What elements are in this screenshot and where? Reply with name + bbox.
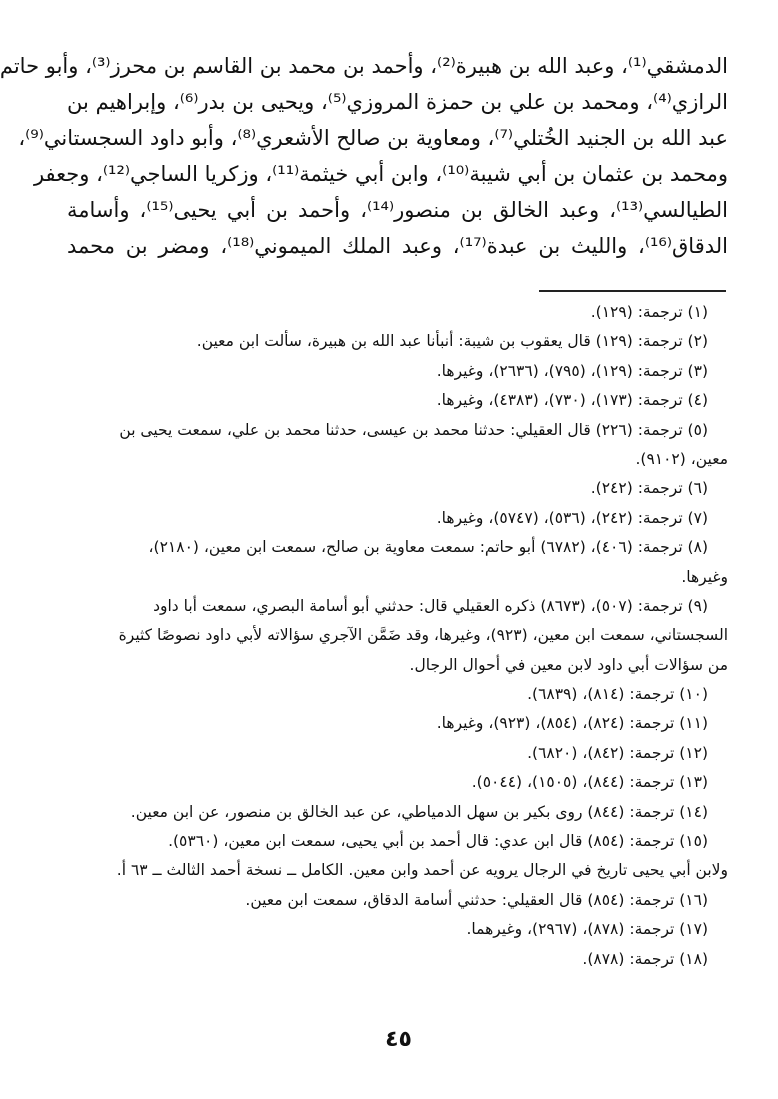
footnote-line: (١٥) ترجمة: (٨٥٤) قال ابن عدي: قال أحمد بن أبي يحيى، سمعت ابن معين، (٥٣٦٠).: [168, 832, 708, 851]
main-text-line: عبد الله بن الجنيد الخُتلي⁽⁷⁾، ومعاوية بن صالح الأشعري⁽⁸⁾، وأبو داود السجستاني⁽⁹⁾،: [18, 126, 728, 150]
footnote-line: (١) ترجمة: (١٢٩).: [590, 303, 708, 321]
footnote-line: (١٣) ترجمة: (٨٤٤)، (١٥٠٥)، (٥٠٤٤).: [471, 773, 708, 792]
footnote-line: (١١) ترجمة: (٨٢٤)، (٨٥٤)، (٩٢٣)، وغيرها.: [436, 714, 708, 733]
footnote-line: (٣) ترجمة: (١٢٩)، (٧٩٥)، (٢٦٣٦)، وغيرها.: [436, 361, 708, 380]
main-text-block: [0, 48, 728, 264]
page-number: ٤٥: [385, 1027, 412, 1052]
footnote-line: السجستاني، سمعت ابن معين، (٩٢٣)، وغيرها، وقد ضَمَّن الآجري سؤالاته لأبي داود نصوصًا كثيرة: [118, 626, 728, 645]
main-text-line: الدقاق⁽¹⁶⁾، والليث بن عبدة⁽¹⁷⁾، وعبد الملك الميموني⁽¹⁸⁾، ومضر بن محمد: [67, 234, 728, 258]
footnote-line: (٤) ترجمة: (١٧٣)، (٧٣٠)، (٤٣٨٣)، وغيرها.: [436, 391, 708, 410]
footnote-line: (٩) ترجمة: (٥٠٧)، (٨٦٧٣) ذكره العقيلي قال: حدثني أبو أسامة البصري، سمعت أبا داود: [153, 596, 708, 615]
footnote-line: (٦) ترجمة: (٢٤٢).: [590, 479, 708, 498]
footnote-line: ولابن أبي يحيى تاريخ في الرجال يرويه عن أحمد وابن معين. الكامل ــ نسخة أحمد الثالث ــ ٦٣ أ.: [116, 861, 728, 880]
footnote-line: من سؤالات أبي داود لابن معين في أحوال الرجال.: [409, 655, 728, 674]
footnote-line: (١٠) ترجمة: (٨١٤)، (٦٨٣٩).: [527, 685, 708, 704]
footnotes-block: [67, 298, 728, 974]
footnote-line: (٨) ترجمة: (٤٠٦)، (٦٧٨٢) أبو حاتم: سمعت معاوية بن صالح، سمعت ابن معين، (٢١٨٠)،: [148, 538, 708, 557]
footnote-line: (١٦) ترجمة: (٨٥٤) قال العقيلي: حدثني أسامة الدقاق، سمعت ابن معين.: [245, 890, 708, 909]
main-text-line: الطيالسي⁽¹³⁾، وعبد الخالق بن منصور⁽¹⁴⁾، وأحمد بن أبي يحيى⁽¹⁵⁾، وأسامة: [67, 198, 728, 222]
footnote-line: (٢) ترجمة: (١٢٩) قال يعقوب بن شيبة: أنبأنا عبد الله بن هبيرة، سألت ابن معين.: [196, 332, 708, 351]
footnote-line: (٥) ترجمة: (٢٢٦) قال العقيلي: حدثنا محمد بن عيسى، حدثنا محمد بن علي، سمعت يحيى بن: [119, 420, 708, 439]
footnote-line: وغيرها.: [681, 567, 728, 586]
main-text-line: الدمشقي⁽¹⁾، وعبد الله بن هبيرة⁽²⁾، وأحمد بن محمد بن القاسم بن محرز⁽³⁾، وأبو حاتم: [0, 54, 728, 78]
footnote-line: (١٤) ترجمة: (٨٤٤) روى بكير بن سهل الدمياطي، عن عبد الخالق بن منصور، عن ابن معين.: [130, 802, 708, 821]
footnote-separator: [539, 290, 726, 292]
footnote-line: معين، (٩١٠٢).: [635, 449, 728, 468]
main-text-line: الرازي⁽⁴⁾، ومحمد بن علي بن حمزة المروزي⁽⁵⁾، ويحيى بن بدر⁽⁶⁾، وإبراهيم بن: [67, 90, 728, 114]
main-text-line: ومحمد بن عثمان بن أبي شيبة⁽¹⁰⁾، وابن أبي خيثمة⁽¹¹⁾، وزكريا الساجي⁽¹²⁾، وجعفر: [33, 162, 728, 186]
footnote-line: (١٧) ترجمة: (٨٧٨)، (٢٩٦٧)، وغيرهما.: [466, 920, 708, 939]
footnote-line: (٧) ترجمة: (٢٤٢)، (٥٣٦)، (٥٧٤٧)، وغيرها.: [436, 508, 708, 527]
footnote-line: (١٨) ترجمة: (٨٧٨).: [582, 949, 708, 968]
footnote-line: (١٢) ترجمة: (٨٤٢)، (٦٨٢٠).: [527, 743, 708, 762]
